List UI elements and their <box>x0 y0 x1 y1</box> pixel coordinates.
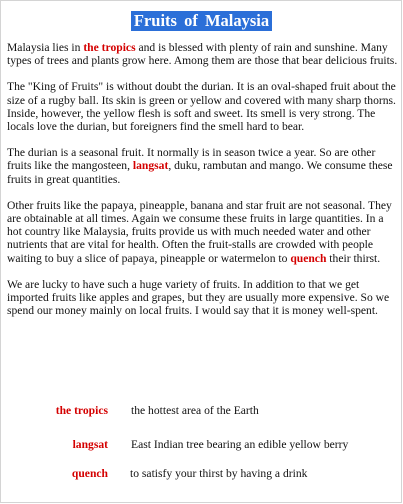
glossary-term: the tropics <box>55 404 108 417</box>
glossary-row <box>0 438 403 452</box>
paragraph <box>7 41 398 67</box>
title-bar <box>0 11 403 31</box>
glossary-definition: East Indian tree bearing an edible yellow berry <box>131 438 349 451</box>
paragraph <box>7 146 398 186</box>
glossary-row <box>0 404 403 418</box>
paragraph-text: The durian is a seasonal fruit. It normally is in season twice a year. So are other fruits like the mangosteen, <box>7 146 376 173</box>
keyword-highlight: quench <box>290 251 327 265</box>
paragraph-text: , duku, rambutan and mango. We consume these fruits in great quantities. <box>7 159 393 186</box>
keyword-highlight: langsat <box>132 159 169 173</box>
glossary-definition: to satisfy your thirst by having a drink <box>130 467 308 480</box>
paragraph-text: Malaysia lies in <box>7 41 84 54</box>
page-title: Fruits of Malaysia <box>131 11 272 31</box>
article-body <box>7 41 398 330</box>
paragraph-text: their thirst. <box>326 251 381 265</box>
glossary-term: langsat <box>72 438 108 451</box>
paragraph-text: We are lucky to have such a huge variety of fruits. In addition to that we get imported fruits like apples and grapes, but they are usually more expensive. So we spend our money mainly on local fruits. I would say that it is money well-spent. <box>7 277 390 318</box>
glossary-definition: the hottest area of the Earth <box>131 404 259 417</box>
paragraph <box>7 278 398 318</box>
paragraph-text: The "King of Fruits" is without doubt the durian. It is an oval-shaped fruit about the size of a rugby ball. Its skin is green or yellow and covered with many sharp thorns. Inside, however, the yellow flesh is soft and sweet. Its smell is very strong. The locals love the durian, but foreigners find the smell hard to bear. <box>7 80 396 134</box>
glossary-term: quench <box>71 467 108 480</box>
paragraph-text: Other fruits like the papaya, pineapple, banana and star fruit are not seasonal. They are obtainable at all times. Again we consume these fruits in large quantities. In a hot country like Malaysia, fruits provide us with much needed water and other nutrients that are vital for health. Often the fruit-stalls are crowded with people waiting to buy a slice of papaya, pineapple or watermelon to <box>7 198 392 265</box>
glossary-row <box>0 467 403 481</box>
paragraph <box>7 80 398 133</box>
paragraph-text: and is blessed with plenty of rain and sunshine. Many types of trees and plants grow here. Among them are those that bear delicious fruits. <box>7 41 398 68</box>
keyword-highlight: the tropics <box>83 41 136 54</box>
paragraph <box>7 199 398 265</box>
